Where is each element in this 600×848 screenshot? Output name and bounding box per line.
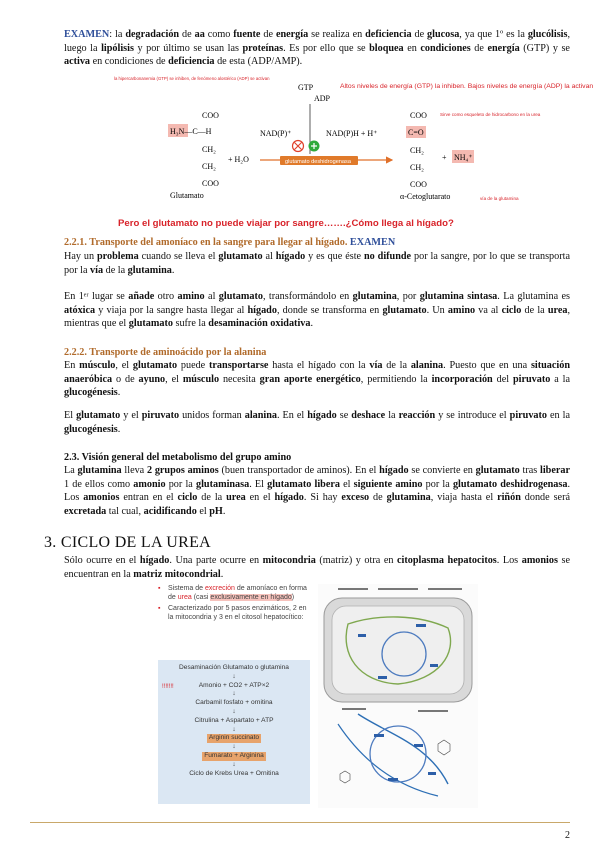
svg-text:CH₂: CH₂ [202, 162, 216, 171]
svg-text:CH₂: CH₂ [410, 163, 424, 172]
para-2-3: La glutamina lleva 2 grupos aminos (buen transportador de aminos). En el hígado se convierte en glutamato tras liberar 1 de ellos como amonio por la glutaminasa. El glutamato libera el siguiente amino por la glutamato deshidrogenasa. Los amonios entran en el ciclo de la urea en el hígado. Si hay exceso de glutamina, viaja hasta el riñón donde será excretada tal cual, acidificando el pH. [64, 465, 570, 517]
svg-text:CH₂: CH₂ [202, 145, 216, 154]
page-number: 2 [565, 830, 570, 841]
para-2-2-1-a: Hay un problema cuando se lleva el glutamato al hígado y es que éste no difunde por la sangre, por lo que se transporta por la vía de la glutamina. [64, 251, 570, 276]
bullet-2: ▪ Caracterizado por 5 pasos enzimáticos, 2 en la mitocondria y 3 en el citosol hepatocítico: [158, 605, 307, 621]
section-3-heading: 3. CICLO DE LA UREA [44, 534, 212, 551]
urea-flow-box: !!!!!!! Desaminación Glutamato o glutamina ↓ Amonio + CO2 + ATP×2 ↓ Carbamil fosfato + ornitina ↓ Citrulina + Aspartato + ATP ↓ Arginin succinato ↓ Fumarato + Arginina ↓ Ciclo de Krebs Urea + Ornitina [158, 660, 310, 804]
flow-step-5: Arginin succinato [208, 734, 260, 742]
para-2-2-1-b: En 1ᵉʳ lugar se añade otro amino al glutamato, transformándolo en glutamina, por glutamina sintasa. La glutamina es atóxica y viaja por la sangre hasta llegar al hígado, donde se transforma en glutamato. Un amino va al ciclo de la urea, mientras que el glutamato sufre la desaminación oxidativa. [64, 291, 571, 330]
svg-text:H₃N—C—H: H₃N—C—H [170, 127, 212, 136]
flow-step-4: Citrulina + Aspartato + ATP [194, 716, 274, 724]
urea-bullets [158, 584, 310, 622]
para-2-2-2-b: El glutamato y el piruvato unidos forman alanina. En el hígado se deshace la reacción y se introduce el piruvato en la glucogénesis. [64, 410, 571, 435]
right-note: Sirve como esqueleto de hidrocarbono en la urea [440, 112, 541, 117]
svg-text:COO: COO [202, 179, 219, 188]
svg-text:C=O: C=O [408, 128, 424, 137]
para-3: Sólo ocurre en el hígado. Una parte ocurre en mitocondria (matriz) y otra en citoplasma hepatocitos. Los amonios se encuentran en la matriz mitocondrial. [64, 555, 570, 580]
glutamate-molecule [168, 111, 219, 200]
para-2-2-2-a: En músculo, el glutamato puede transportarse hasta el hígado con la vía de la alanina. Puesto que en una situación anaeróbica o de ayuno, el músculo necesita gran aporte energético, permitiendo la incorporación del piruvato a la glucogénesis. [64, 360, 570, 399]
flow-step-2: Amonio + CO2 + ATP×2 [198, 681, 270, 689]
flow-step-7: Ciclo de Krebs Urea + Ornitina [189, 769, 279, 777]
water-label: + H₂O [228, 155, 249, 164]
flow-step-6: Fumarato + Arginina [204, 751, 264, 759]
nadph-label: NAD(P)H + H⁺ [326, 129, 378, 138]
side-note: vía de la glutamina [480, 196, 519, 201]
urea-cycle-figure [158, 584, 480, 810]
footer-rule [30, 822, 570, 823]
exam-intro: EXAMEN: la degradación de aa como fuente de energía se realiza en deficiencia de glucosa, ya que 1º es la glucólisis, luego la lipólisis y por último se usan las proteínas. Es por ello que se bloquea en condiciones de energía (GTP) y se activa en condiciones de deficiencia de esta (ADP/AMP). [64, 29, 571, 68]
reaction-diagram [110, 74, 594, 232]
red-note-left: la hipercarbonanemia (GTP) se inhiben, de fenómeno alostérico (ADP) se activan [114, 76, 270, 81]
bullet-1: ▪ Sistema de excreción de amoníaco en forma de urea (casi exclusivamente en hígado) [158, 585, 307, 601]
svg-text:COO: COO [202, 111, 219, 120]
ammonium-label: NH₄⁺ [454, 153, 473, 162]
marker-text: !!!!!!! [162, 684, 174, 690]
flow-step-3: Carbamil fosfato + ornitina [195, 699, 273, 707]
ketoglutarate-label: α-Cetoglutarato [400, 192, 451, 201]
glutamate-label: Glutamato [170, 191, 204, 200]
exam-badge: EXAMEN [349, 237, 396, 248]
glutamate-dehydrogenase-figure [110, 74, 594, 232]
flow-step-1: Desaminación Glutamato o glutamina [179, 664, 289, 671]
nadp-label: NAD(P)⁺ [260, 129, 292, 138]
heading-2-2-2: 2.2.2. Transporte de aminoácido por la alanina [64, 347, 267, 358]
exam-label: EXAMEN [64, 29, 110, 40]
svg-text:COO: COO [410, 111, 427, 120]
red-note-top: Altos niveles de energía (GTP) la inhiben. Bajos niveles de energía (ADP) la activan [340, 83, 594, 90]
gtp-label: GTP [298, 83, 314, 92]
heading-2-2-1: 2.2.1. Transporte del amoníaco en la sangre para llegar al hígado. EXAMEN [64, 237, 396, 248]
enzyme-label: glutamato deshidrogenasa [285, 159, 351, 165]
svg-text:COO: COO [410, 180, 427, 189]
urea-cycle-diagram [318, 584, 478, 808]
heading-2-3: 2.3. Visión general del metabolismo del grupo amino [64, 452, 292, 463]
adp-label: ADP [314, 94, 331, 103]
svg-text:CH₂: CH₂ [410, 146, 424, 155]
svg-text:+: + [442, 153, 447, 162]
question-text: Pero el glutamato no puede viajar por sangre…….¿Cómo llega al hígado? [118, 218, 454, 229]
